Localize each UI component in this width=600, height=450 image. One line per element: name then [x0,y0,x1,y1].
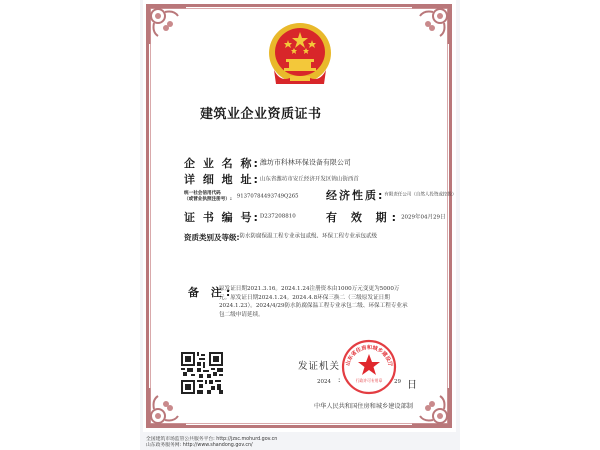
valid-until-field [326,206,446,225]
valid-until-label: 有 效 期: [326,211,402,224]
footer-link-shandong[interactable]: 山东政务服务网: http://www.shandong.gov.cn/ [146,443,253,448]
economic-nature-value: 有限责任公司（自然人投资或控股） [384,192,457,198]
remarks-label: 备 注: [188,286,235,299]
remarks-value: 原发证日期2021.3.16。2024.1.24注册资本由1000万元变更为5000万元。原发证日期2024.1.24。2024.4.8环保三换二（三级原发证日期2024.1.23）。2024/4/29防水防腐保温工程专业承包二级、环保工程专业承包二级申请延续。 [219,286,408,318]
company-name-value: 潍坊市科林环保设备有限公司 [259,158,351,167]
cert-number-value: D237208810 [259,213,296,220]
ornament-corner-top-right-icon [408,4,452,48]
valid-until-value: 2029年04月29日 [401,214,446,221]
issuing-ministry: 中华人民共和国住房和城乡建设部制 [314,403,413,410]
credit-code-field [184,186,299,205]
address-value: 山东省潍坊市安丘经济开发区锦山街西首 [259,176,359,183]
seal-subtext: 行政许可专用章 [355,378,383,383]
official-seal-icon [340,338,398,396]
seal-text: 山东省住房和城乡建设厅 [345,344,393,368]
ornament-corner-top-left-icon [146,4,190,48]
footer-link-jzsc[interactable]: 全国建筑市场监管公共服务平台: http://jzsc.mohurd.gov.cn [146,437,278,442]
issue-day: 29 [394,379,401,385]
qr-code-icon[interactable] [181,352,223,394]
credit-code-value: 91370784493749Q265 [236,193,299,200]
issue-year: 2024 [317,379,331,385]
date-separator: : [338,376,341,384]
qualification-label: 资质类别及等级: [184,233,240,242]
issuer-label: 发证机关 [298,361,341,372]
national-emblem-icon [266,22,334,88]
economic-nature-field [326,184,456,203]
qualification-value: 防水防腐保温工程专业承包贰级、环保工程专业承包贰级 [239,233,378,240]
day-char: 日 [407,380,417,391]
qualification-field [184,225,377,244]
cert-number-label: 证 书 编 号: [184,211,260,224]
footer-links [146,437,277,449]
company-name-label: 企 业 名 称: [184,157,260,170]
credit-code-label: 统一社会信用代码 （或营业执照注册号）: [184,190,232,202]
address-label: 详 细 地 址: [184,173,260,186]
economic-nature-label: 经济性质: [326,189,385,202]
cert-number-field [184,206,296,225]
certificate-title: 建筑业企业资质证书 [200,107,322,122]
